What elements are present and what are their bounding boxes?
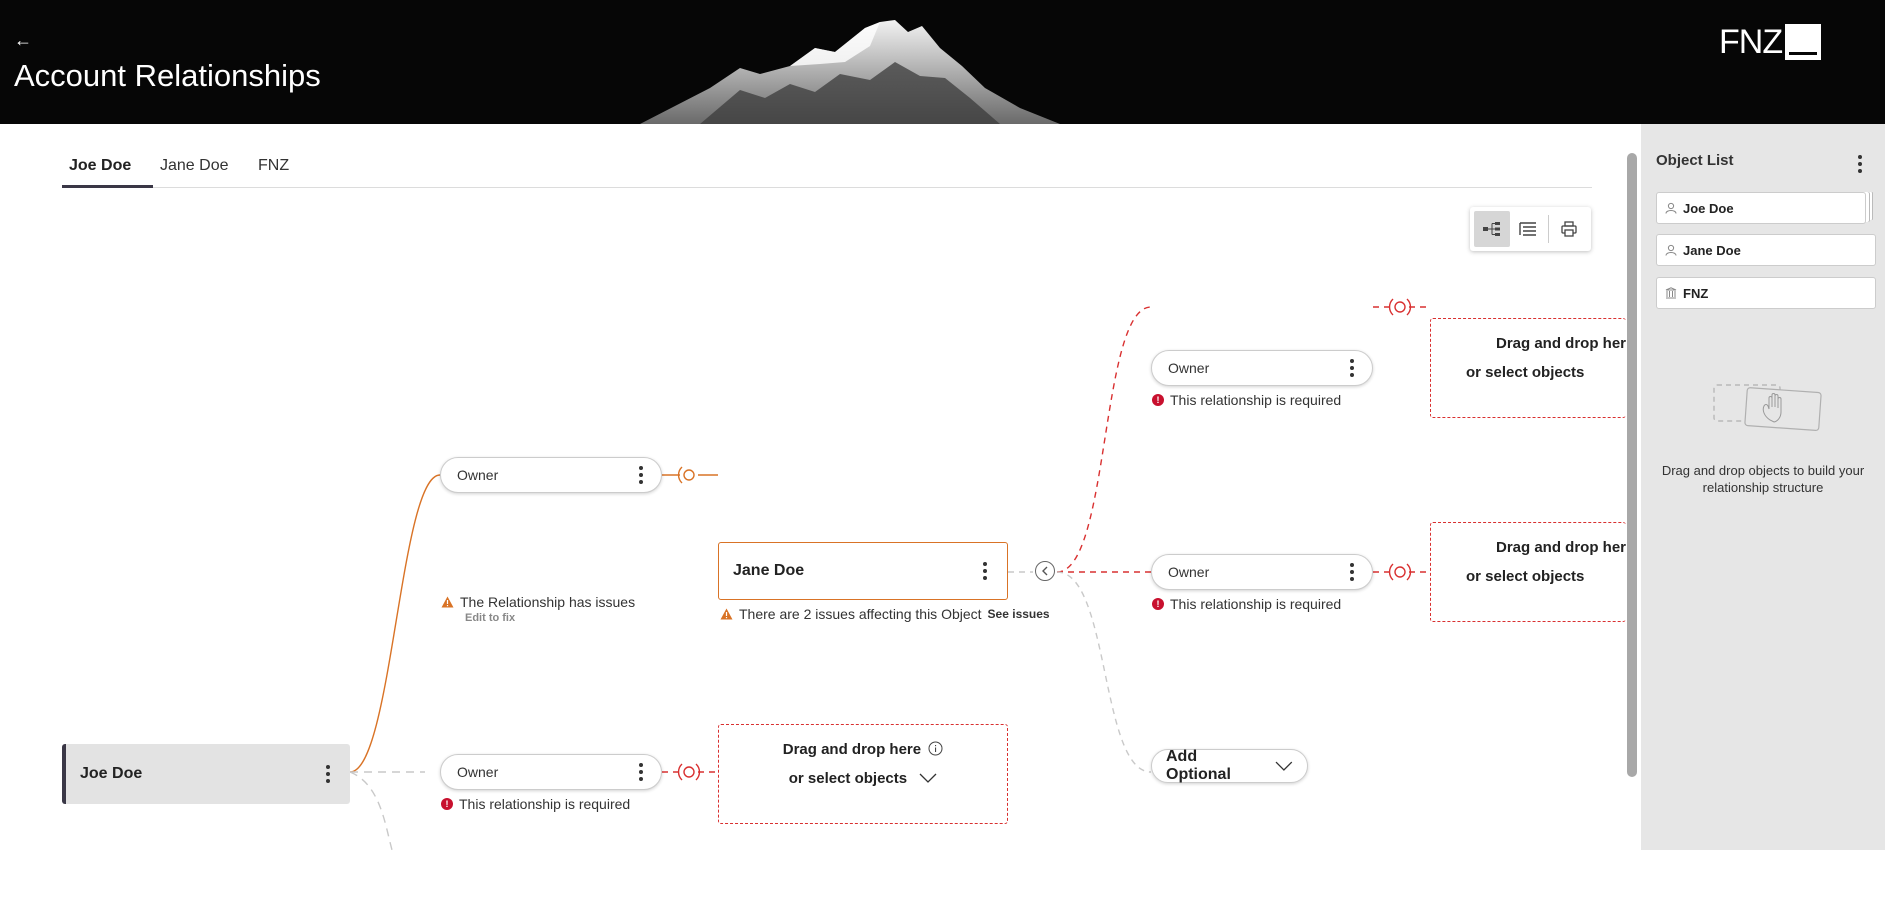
object-warning	[720, 606, 1050, 622]
error-icon: !	[1152, 394, 1164, 406]
add-optional-button[interactable]	[1151, 749, 1308, 783]
institution-icon	[1665, 287, 1677, 299]
object-item-name: Jane Doe	[1683, 242, 1741, 258]
add-optional-label: Add Optional	[1166, 748, 1231, 783]
more-vertical-icon[interactable]	[1852, 151, 1868, 177]
object-warning-text: There are 2 issues affecting this Object	[739, 606, 982, 622]
drop-zone-title-text: Drag and drop here	[782, 741, 922, 758]
person-icon	[1665, 244, 1677, 256]
info-icon[interactable]	[928, 741, 943, 756]
select-objects-dropdown[interactable]	[719, 770, 1007, 787]
more-vertical-icon[interactable]	[320, 761, 336, 787]
object-list-panel	[1641, 124, 1885, 850]
relationship-owner-jane[interactable]	[440, 457, 662, 493]
warning-icon	[441, 596, 454, 608]
tab-joe-doe[interactable]: Joe Doe	[62, 154, 153, 188]
error-text: This relationship is required	[1170, 392, 1342, 408]
relationship-error	[441, 796, 630, 812]
more-vertical-icon[interactable]	[1344, 559, 1360, 585]
object-item-name: Joe Doe	[1683, 200, 1734, 216]
page-header	[0, 0, 1885, 124]
root-node-joe-doe[interactable]	[62, 744, 350, 804]
chevron-down-icon	[919, 773, 937, 783]
select-objects-text[interactable]: or select objects	[1466, 364, 1585, 381]
drop-zone-bottom[interactable]	[718, 724, 1008, 824]
relationship-error	[1152, 596, 1341, 612]
select-objects-text: or select objects	[788, 770, 908, 787]
select-objects-text[interactable]: or select objects	[1466, 568, 1585, 585]
arrow-left-icon: ←	[14, 30, 32, 50]
logo-text: FNZ	[1719, 23, 1783, 61]
edit-to-fix-link[interactable]: Edit to fix	[465, 612, 516, 624]
see-issues-link[interactable]: See issues	[987, 607, 1050, 621]
warning-text: The Relationship has issues	[460, 594, 636, 610]
tab-jane-doe[interactable]: Jane Doe	[160, 157, 229, 174]
object-item-jane-doe[interactable]	[1656, 234, 1876, 266]
person-icon	[1665, 202, 1677, 214]
more-vertical-icon[interactable]	[633, 462, 649, 488]
more-vertical-icon[interactable]	[633, 759, 649, 785]
relationship-error	[1152, 392, 1341, 408]
drag-drop-illustration-icon	[1712, 382, 1822, 432]
mountain-illustration	[640, 18, 1070, 124]
drop-zone-title-text: Drag and drop her	[1495, 335, 1626, 352]
object-list-title: Object List	[1656, 152, 1734, 169]
drop-zone-title-text: Drag and drop her	[1495, 539, 1626, 556]
fnz-logo	[1719, 24, 1821, 60]
connector-root-owner	[350, 475, 440, 772]
relationship-owner-bottom[interactable]	[440, 754, 662, 790]
socket-icon	[1390, 564, 1411, 580]
relationship-label: Owner	[457, 764, 499, 780]
relationship-canvas	[0, 124, 1640, 850]
socket-icon	[679, 467, 694, 483]
tab-fnz[interactable]: FNZ	[258, 157, 290, 174]
relationship-label: Owner	[457, 467, 499, 483]
relationship-label: Owner	[1168, 564, 1210, 580]
logo-box-icon	[1785, 24, 1821, 60]
more-vertical-icon[interactable]	[977, 558, 993, 584]
error-text: This relationship is required	[459, 796, 631, 812]
object-item-joe-doe[interactable]	[1656, 192, 1866, 224]
warning-icon	[720, 608, 733, 620]
collapse-button[interactable]	[1035, 561, 1055, 581]
object-node-jane-doe[interactable]	[718, 542, 1008, 600]
error-icon: !	[441, 798, 453, 810]
drop-zone-top[interactable]	[1430, 318, 1626, 418]
back-button[interactable]	[14, 30, 32, 51]
connector-jane-optional	[1057, 572, 1151, 772]
relationship-warning	[441, 594, 636, 624]
root-node-name: Joe Doe	[80, 765, 143, 782]
error-icon: !	[1152, 598, 1164, 610]
drop-zone-mid[interactable]	[1430, 522, 1626, 622]
object-item-name: FNZ	[1683, 285, 1709, 301]
socket-icon	[1390, 299, 1411, 315]
object-node-name: Jane Doe	[733, 562, 805, 579]
empty-state-text: Drag and drop objects to build your relationship structure	[1661, 463, 1865, 495]
chevron-left-icon	[1041, 566, 1049, 576]
object-item-fnz[interactable]	[1656, 277, 1876, 309]
drop-zone-title	[719, 741, 1007, 758]
connector-jane-top	[1057, 307, 1151, 572]
relationship-owner-top[interactable]	[1151, 350, 1373, 386]
error-text: This relationship is required	[1170, 596, 1342, 612]
connector-root-down	[350, 772, 392, 850]
page-title: Account Relationships	[14, 58, 321, 93]
relationship-label: Owner	[1168, 360, 1210, 376]
scrollbar-thumb[interactable]	[1627, 153, 1637, 777]
socket-icon	[679, 764, 700, 780]
chevron-down-icon	[1275, 761, 1293, 771]
more-vertical-icon[interactable]	[1344, 355, 1360, 381]
relationship-owner-mid[interactable]	[1151, 554, 1373, 590]
